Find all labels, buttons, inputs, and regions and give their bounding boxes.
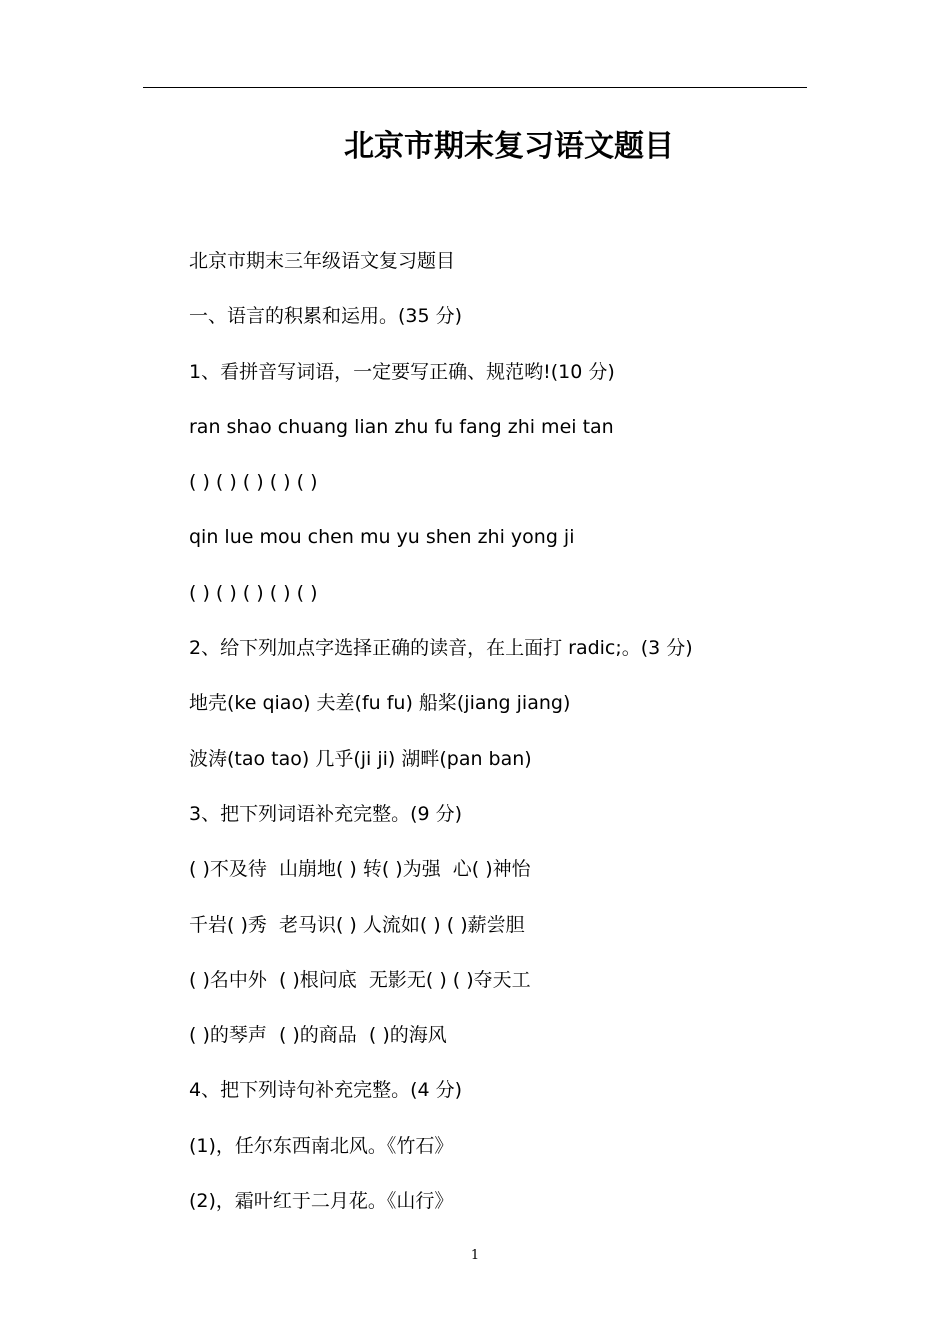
- blanks-line-2: ( ) ( ) ( ) ( ) ( ): [189, 581, 318, 604]
- document-title: 北京市期末复习语文题目: [344, 129, 674, 164]
- question-1: 1、看拼音写词语，一定要写正确、规范哟!(10 分): [189, 360, 615, 383]
- poem-line-1: (1)，任尔东西南北风。《竹石》: [189, 1134, 454, 1157]
- pinyin-line-1: ran shao chuang lian zhu fu fang zhi mei tan: [189, 415, 614, 438]
- idiom-line-1: ( )不及待 山崩地( ) 转( )为强 心( )神怡: [189, 858, 531, 881]
- section-heading: 一、语言的积累和运用。(35 分): [189, 305, 463, 328]
- poem-line-2: (2)，霜叶红于二月花。《山行》: [189, 1190, 454, 1213]
- document-body: [189, 244, 829, 1239]
- phrase-line: ( )的琴声 ( )的商品 ( )的海风: [189, 1024, 447, 1047]
- page-number: 1: [470, 1248, 480, 1263]
- header-rule: [143, 87, 807, 88]
- subtitle-line: 北京市期末三年级语文复习题目: [189, 250, 456, 272]
- question-3: 3、把下列词语补充完整。(9 分): [189, 802, 463, 825]
- question-4: 4、把下列诗句补充完整。(4 分): [189, 1079, 463, 1102]
- idiom-line-2: 千岩( )秀 老马识( ) 人流如( ) ( )薪尝胆: [189, 913, 525, 936]
- pinyin-line-2: qin lue mou chen mu yu shen zhi yong ji: [189, 526, 575, 549]
- idiom-line-3: ( )名中外 ( )根问底 无影无( ) ( )夺天工: [189, 968, 531, 991]
- blanks-line-1: ( ) ( ) ( ) ( ) ( ): [189, 471, 318, 494]
- reading-choice-line-1: 地壳(ke qiao) 夫差(fu fu) 船桨(jiang jiang): [189, 692, 571, 715]
- reading-choice-line-2: 波涛(tao tao) 几乎(ji ji) 湖畔(pan ban): [189, 747, 532, 770]
- question-2: 2、给下列加点字选择正确的读音，在上面打 radic;。(3 分): [189, 637, 693, 660]
